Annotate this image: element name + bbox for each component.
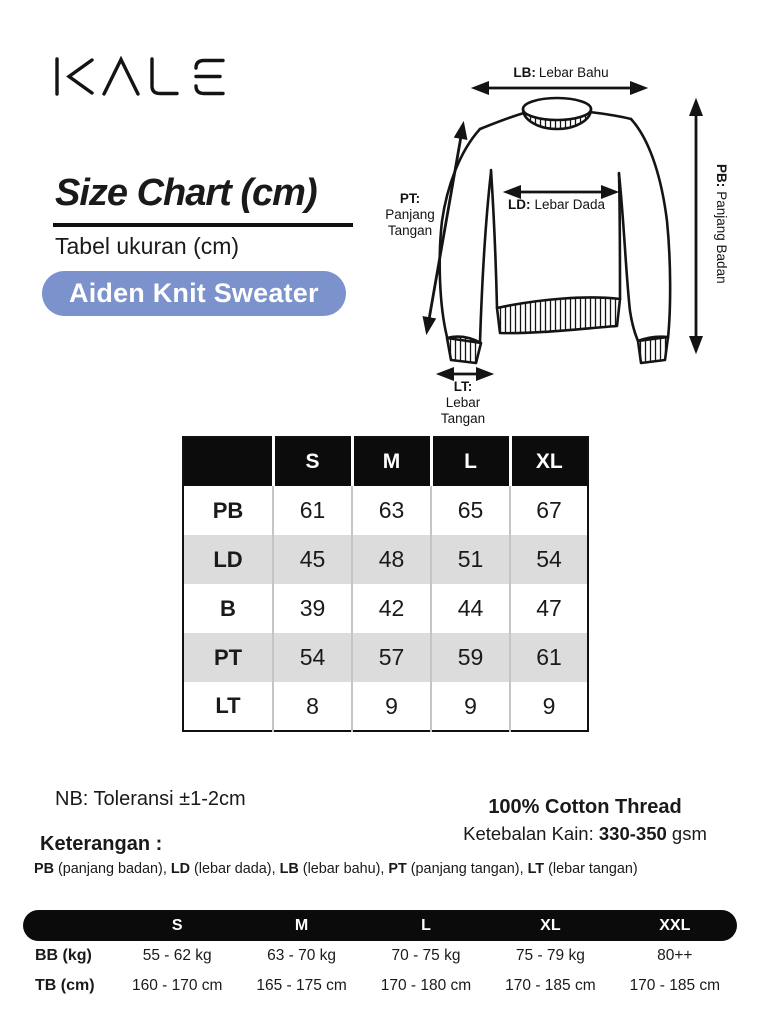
col-header-l: L <box>421 916 431 934</box>
cell: 42 <box>352 584 431 633</box>
cell: 160 - 170 cm <box>131 977 223 994</box>
ld-label: LD: Lebar Dada <box>508 197 606 212</box>
size-chart-table <box>182 436 589 732</box>
col-header-xxl: XXL <box>659 916 691 934</box>
cell: 54 <box>273 633 352 682</box>
row-label: B <box>220 595 236 621</box>
row-label: PT <box>213 644 243 670</box>
corner-cell <box>183 437 273 486</box>
row-label: PB <box>212 497 244 523</box>
cell: 65 <box>431 486 510 535</box>
cell: 80++ <box>657 947 693 964</box>
col-header-m: M <box>294 916 309 934</box>
cell: 48 <box>352 535 431 584</box>
body-measure-table <box>23 910 737 1001</box>
kale-logo <box>52 56 227 96</box>
product-badge: Aiden Knit Sweater <box>42 271 346 316</box>
cell: 9 <box>510 682 588 731</box>
cell: 59 <box>431 633 510 682</box>
cell: 47 <box>510 584 588 633</box>
cell: 8 <box>273 682 352 731</box>
cell: 61 <box>510 633 588 682</box>
pb-label: PB:Panjang Badan <box>714 164 729 284</box>
legend-title: Keterangan : <box>40 833 163 855</box>
lt-label: LT: Lebar Tangan <box>440 379 486 426</box>
cell: 70 - 75 kg <box>391 947 461 964</box>
fabric-thickness-line: Ketebalan Kain: 330-350 gsm <box>463 823 707 844</box>
tolerance-note: NB: Toleransi ±1-2cm <box>55 788 246 810</box>
cell: 170 - 185 cm <box>629 977 721 994</box>
body-measure-header-bar <box>23 910 737 941</box>
material-line: 100% Cotton Thread <box>488 796 682 818</box>
table-row <box>183 535 588 584</box>
cell: 9 <box>352 682 431 731</box>
cell: 75 - 79 kg <box>515 947 585 964</box>
table-row <box>23 941 737 971</box>
page-title: Size Chart (cm) <box>53 172 353 227</box>
cell: 170 - 185 cm <box>505 977 596 994</box>
size-table-header-row <box>183 437 588 486</box>
col-header-s: S <box>171 916 183 934</box>
row-label: BB (kg) <box>35 947 92 964</box>
title-block <box>53 172 353 260</box>
cell: 44 <box>431 584 510 633</box>
col-header-l: L <box>431 437 510 486</box>
col-header-xl: XL <box>510 437 588 486</box>
table-row <box>183 486 588 535</box>
sweater-measurement-diagram <box>368 46 768 444</box>
cell: 54 <box>510 535 588 584</box>
cell: 45 <box>273 535 352 584</box>
table-row <box>183 584 588 633</box>
lb-label: LB: Lebar Bahu <box>513 65 609 80</box>
cell: 55 - 62 kg <box>142 947 212 964</box>
cell: 165 - 175 cm <box>256 977 347 994</box>
col-header-s: S <box>273 437 352 486</box>
cell: 170 - 180 cm <box>380 977 472 994</box>
cell: 57 <box>352 633 431 682</box>
page-subtitle: Tabel ukuran (cm) <box>55 233 240 259</box>
row-label: LD <box>213 546 243 572</box>
table-row <box>183 633 588 682</box>
row-label: TB (cm) <box>35 977 95 994</box>
cell: 39 <box>273 584 352 633</box>
row-label: LT <box>215 693 241 718</box>
col-header-m: M <box>352 437 431 486</box>
cell: 9 <box>431 682 510 731</box>
col-header-xl: XL <box>540 916 561 934</box>
abbreviation-legend: PB (panjang badan), LD (lebar dada), LB (lebar bahu), PT (panjang tangan), LT (lebar tangan) <box>34 861 638 877</box>
cell: 51 <box>431 535 510 584</box>
cell: 61 <box>273 486 352 535</box>
material-info <box>422 796 748 845</box>
cell: 63 <box>352 486 431 535</box>
cell: 63 - 70 kg <box>267 947 337 964</box>
table-row <box>23 971 737 1001</box>
table-row <box>183 682 588 731</box>
cell: 67 <box>510 486 588 535</box>
pt-arrow <box>427 125 463 331</box>
pt-label: PT: Panjang Tangan <box>385 191 435 238</box>
sweater-outline-drawing <box>440 98 670 363</box>
